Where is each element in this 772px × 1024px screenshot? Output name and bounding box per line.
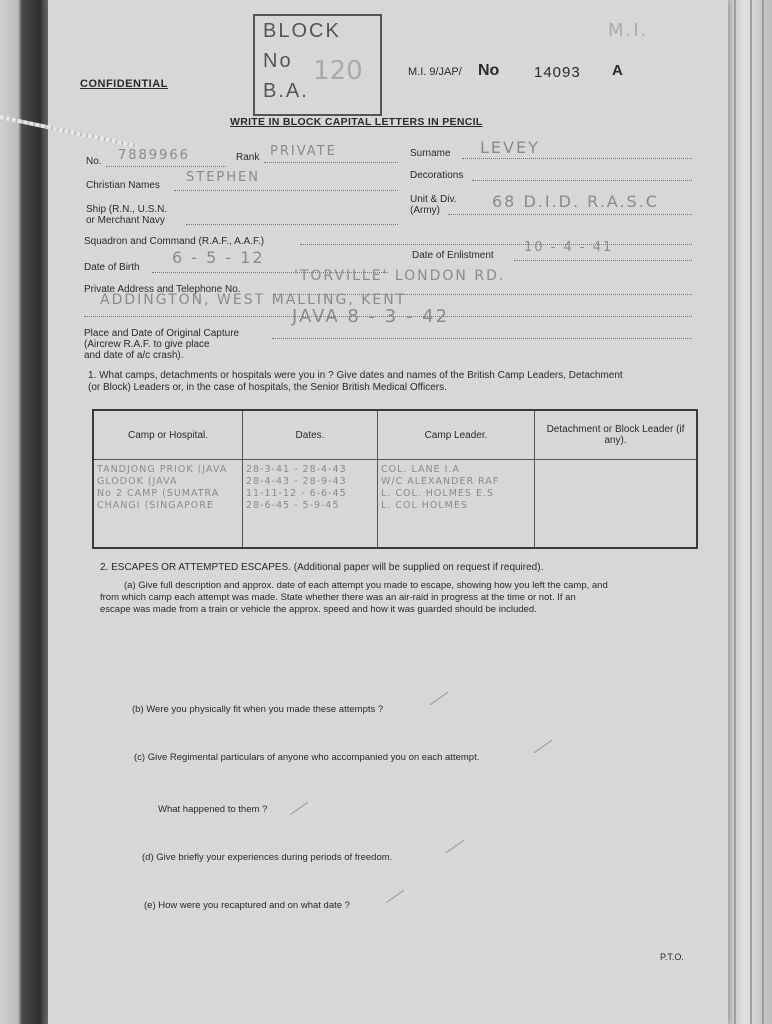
- enlistment-value: 10 - 4 - 41: [524, 240, 614, 255]
- q2a-text: (a) Give full description and approx. date of each attempt you made to escape, showing how you left the camp, and: [124, 580, 608, 591]
- squadron-label: Squadron and Command (R.A.F., A.A.F.): [84, 236, 265, 247]
- col-camp: Camp or Hospital.: [93, 410, 243, 460]
- date-entry: 28-3-41 - 28-4-43: [246, 464, 347, 475]
- stamp-line: No: [263, 50, 293, 72]
- leader-entry: W/C ALEXANDER RAF: [381, 476, 500, 487]
- stamp-handwritten-number: 120: [313, 56, 363, 86]
- reference-number: 14093: [534, 64, 581, 81]
- surname-value: LEVEY: [480, 138, 540, 157]
- no-label: No.: [86, 156, 102, 167]
- camp-entry: GLODOK (JAVA: [97, 476, 178, 487]
- camp-entry: CHANGI (SINGAPORE: [97, 500, 214, 511]
- rank-label: Rank: [236, 152, 260, 163]
- reference-no-label: No: [478, 62, 500, 79]
- q1-text: 1. What camps, detachments or hospitals were you in ? Give dates and names of the British Camp Leaders, Detachment: [88, 370, 623, 381]
- decorations-label: Decorations: [410, 170, 464, 181]
- christian-names-label: Christian Names: [86, 180, 160, 191]
- address-value-line1: 'TORVILLE' LONDON RD.: [294, 268, 506, 284]
- instruction-heading: WRITE IN BLOCK CAPITAL LETTERS IN PENCIL: [230, 116, 483, 128]
- unit-label: Unit & Div.: [410, 194, 457, 205]
- capture-label: Place and Date of Original Capture: [84, 328, 240, 339]
- reference-code: M.I. 9/JAP/: [408, 66, 462, 78]
- q2b-text: (b) Were you physically fit when you made these attempts ?: [132, 704, 384, 715]
- date-entry: 28-6-45 - 5-9-45: [246, 500, 340, 511]
- camp-entry: No 2 CAMP (SUMATRA: [97, 488, 220, 499]
- q2e-text: (e) How were you recaptured and on what date ?: [144, 900, 350, 911]
- q2d-text: (d) Give briefly your experiences during periods of freedom.: [142, 852, 393, 863]
- document-page: [48, 0, 728, 1024]
- dob-label: Date of Birth: [84, 262, 140, 273]
- camp-entry: TANDJONG PRIOK (JAVA: [97, 464, 228, 475]
- col-camp-leader: Camp Leader.: [378, 410, 535, 460]
- address-label: Private Address and Telephone No.: [84, 284, 241, 295]
- christian-names-value: STEPHEN: [186, 170, 260, 185]
- rank-value: PRIVATE: [270, 144, 337, 159]
- leader-entry: L. COL. HOLMES E.S: [381, 488, 494, 499]
- ship-label: Ship (R.N., U.S.N.: [86, 204, 168, 215]
- unit-label-line2: (Army): [410, 205, 440, 216]
- q1-text-line2: (or Block) Leaders or, in the case of hospitals, the Senior British Medical Officers.: [88, 382, 447, 393]
- pto-label: P.T.O.: [660, 952, 684, 962]
- enlistment-label: Date of Enlistment: [412, 250, 494, 261]
- date-entry: 11-11-12 - 6-6-45: [246, 488, 347, 499]
- camps-table: [92, 409, 698, 549]
- capture-value: JAVA 8 - 3 - 42: [292, 306, 450, 327]
- table-row: [93, 460, 697, 549]
- date-entry: 28-4-43 - 28-9-43: [246, 476, 347, 487]
- q2c-followup-text: What happened to them ?: [158, 804, 268, 815]
- q2c-text: (c) Give Regimental particulars of anyone who accompanied you on each attempt.: [134, 752, 480, 763]
- surname-label: Surname: [410, 148, 451, 159]
- leader-entry: L. COL HOLMES: [381, 500, 468, 511]
- capture-label-line2: (Aircrew R.A.F. to give place: [84, 339, 210, 350]
- detachment-cell: [535, 460, 698, 549]
- dates-cell: [243, 460, 378, 549]
- col-detachment-leader: Detachment or Block Leader (if any).: [535, 410, 698, 460]
- reference-letter: A: [612, 62, 623, 79]
- leader-entry: COL. LANE I.A: [381, 464, 460, 475]
- col-dates: Dates.: [243, 410, 378, 460]
- corner-note: M.I.: [608, 20, 649, 41]
- leaders-cell: [378, 460, 535, 549]
- address-value-line2: ADDINGTON, WEST MALLING, KENT: [100, 292, 407, 308]
- q2a-text-line3: escape was made from a train or vehicle the approx. speed and how it was guarded should be included.: [100, 604, 537, 615]
- q2a-text-line2: from which camp each attempt was made. State whether there was an air-raid in progress at the time or not. If an: [100, 592, 576, 603]
- block-stamp: [253, 14, 382, 116]
- dob-value: 6 - 5 - 12: [172, 248, 265, 267]
- ship-label-line2: or Merchant Navy: [86, 215, 165, 226]
- q2-title: 2. ESCAPES OR ATTEMPTED ESCAPES. (Additional paper will be supplied on request if required).: [100, 562, 544, 573]
- capture-label-line3: and date of a/c crash).: [84, 350, 184, 361]
- stamp-line: B.A.: [263, 80, 309, 102]
- confidential-label: CONFIDENTIAL: [80, 78, 168, 90]
- stamp-line: BLOCK: [263, 20, 341, 42]
- camps-cell: [93, 460, 243, 549]
- table-header-row: [93, 410, 697, 460]
- unit-value: 68 D.I.D. R.A.S.C: [492, 192, 659, 211]
- service-number-value: 7889966: [118, 148, 190, 163]
